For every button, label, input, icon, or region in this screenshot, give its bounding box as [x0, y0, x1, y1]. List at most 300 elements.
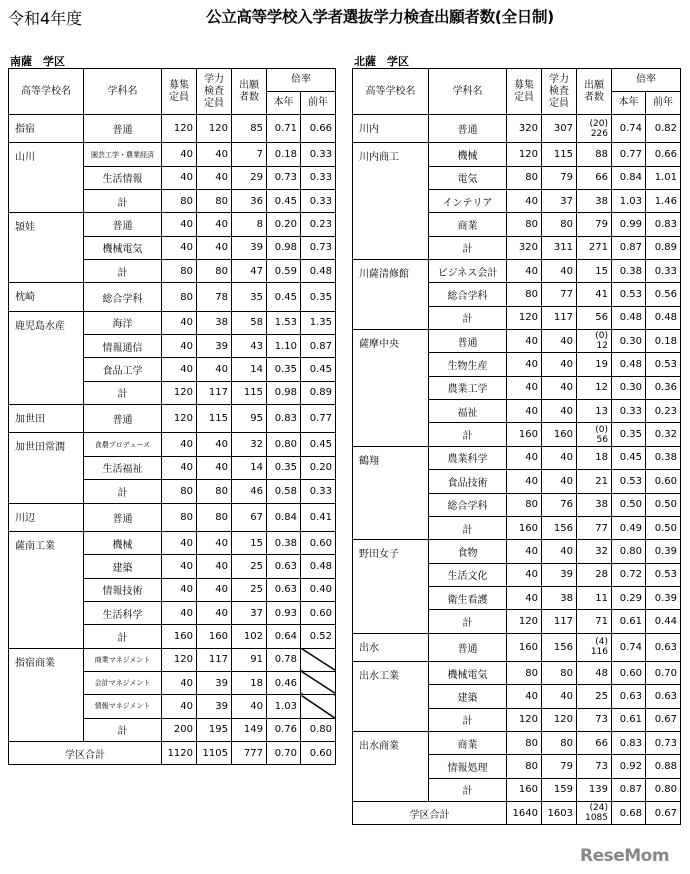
- ratio-current-value: 0.73: [267, 166, 301, 189]
- quota-value: 40: [162, 213, 197, 236]
- applicants-value: 32: [577, 540, 612, 563]
- district-total-label: 学区合計: [9, 741, 162, 764]
- ratio-current-value: 0.45: [612, 446, 646, 469]
- ratio-previous-value: 0.39: [646, 586, 681, 609]
- quota-value: 120: [162, 381, 197, 404]
- school-name: 川薩清修館: [353, 260, 429, 330]
- ratio-previous-value: 0.23: [301, 213, 336, 236]
- applicants-value: 73: [577, 708, 612, 731]
- applicants-value: 67: [232, 503, 267, 531]
- quota-value: 40: [162, 236, 197, 259]
- exam-capacity-value: 80: [197, 260, 232, 283]
- subtotal-label: 計: [84, 625, 162, 648]
- exam-capacity-value: 76: [542, 493, 577, 516]
- ratio-current-value: 0.84: [267, 503, 301, 531]
- table-row: [9, 503, 336, 531]
- quota-value: 40: [507, 400, 542, 423]
- applicants-value: 38: [577, 190, 612, 213]
- ratio-previous-value: 0.33: [301, 190, 336, 213]
- course-name: 情報技術: [84, 578, 162, 601]
- table-row: [9, 311, 336, 334]
- ratio-current-value: 0.35: [267, 456, 301, 479]
- ratio-current-value: 0.58: [267, 480, 301, 503]
- applicants-value: 91: [232, 648, 267, 671]
- quota-value: 40: [507, 563, 542, 586]
- ratio-current-value: 0.35: [612, 423, 646, 446]
- applicants-value: 12: [577, 376, 612, 399]
- school-name: 加世田: [9, 405, 84, 433]
- ratio-previous-value: 0.50: [646, 493, 681, 516]
- total-exam-capacity: 1603: [542, 801, 577, 824]
- course-name: 食品工学: [84, 358, 162, 381]
- total-ratio-current: 0.70: [267, 741, 301, 764]
- document-title: 公立高等学校入学者選抜学力検査出願者数(全日制): [206, 8, 554, 26]
- school-name: 出水商業: [353, 731, 429, 801]
- table-row: [353, 260, 681, 283]
- ratio-current-value: 0.76: [267, 718, 301, 741]
- ratio-previous-value: 0.33: [301, 480, 336, 503]
- applicants-value: 38: [577, 493, 612, 516]
- course-name: 海洋: [84, 311, 162, 334]
- quota-value: 80: [162, 480, 197, 503]
- exam-capacity-value: 40: [197, 601, 232, 624]
- exam-capacity-value: 40: [197, 358, 232, 381]
- district-total-row: [353, 801, 681, 824]
- district-label-hokusatsu: 北薩 学区: [354, 55, 409, 68]
- exam-capacity-value: 40: [197, 166, 232, 189]
- course-name: 農業科学: [429, 446, 507, 469]
- header-ratio: 倍率: [612, 69, 681, 92]
- ratio-previous-value: 0.89: [646, 236, 681, 259]
- exam-capacity-value: 80: [542, 731, 577, 754]
- course-name: 会計マネジメント: [84, 671, 162, 694]
- applicants-value: (4) 116: [577, 633, 612, 661]
- quota-value: 320: [507, 115, 542, 143]
- exam-capacity-value: 38: [197, 311, 232, 334]
- ratio-previous-value: 0.66: [301, 115, 336, 143]
- quota-value: 80: [507, 661, 542, 684]
- subtotal-label: 計: [429, 306, 507, 329]
- ratio-previous-value: 0.50: [646, 516, 681, 539]
- exam-capacity-value: 40: [542, 376, 577, 399]
- quota-value: 80: [162, 283, 197, 311]
- table-row: [9, 405, 336, 433]
- ratio-previous-value: 0.60: [301, 601, 336, 624]
- ratio-current-value: 0.74: [612, 115, 646, 143]
- ratio-previous-value: 0.73: [301, 236, 336, 259]
- school-name: 川内商工: [353, 143, 429, 260]
- table-row: [9, 143, 336, 166]
- quota-value: 40: [162, 671, 197, 694]
- ratio-current-value: 0.45: [267, 283, 301, 311]
- school-name: 枕崎: [9, 283, 84, 311]
- ratio-current-value: 0.77: [612, 143, 646, 166]
- quota-value: 80: [162, 260, 197, 283]
- ratio-previous-value: [301, 695, 336, 718]
- course-name: 普通: [84, 405, 162, 433]
- quota-value: 40: [162, 531, 197, 554]
- total-ratio-previous: 0.67: [646, 801, 681, 824]
- applicants-value: 29: [232, 166, 267, 189]
- ratio-previous-value: 0.33: [646, 260, 681, 283]
- exam-capacity-value: 195: [197, 718, 232, 741]
- header-quota: 募集 定員: [507, 69, 542, 115]
- header-quota: 募集 定員: [162, 69, 197, 115]
- ratio-previous-value: 1.35: [301, 311, 336, 334]
- ratio-current-value: 0.99: [612, 213, 646, 236]
- school-name: 鶴翔: [353, 446, 429, 539]
- exam-capacity-value: 78: [197, 283, 232, 311]
- quota-value: 80: [507, 283, 542, 306]
- exam-capacity-value: 117: [197, 648, 232, 671]
- exam-capacity-value: 39: [542, 563, 577, 586]
- header-applicants: 出願 者数: [577, 69, 612, 115]
- applicants-value: 18: [577, 446, 612, 469]
- course-name: ビジネス会計: [429, 260, 507, 283]
- subtotal-label: 計: [429, 516, 507, 539]
- applicants-value: 88: [577, 143, 612, 166]
- ratio-current-value: 0.87: [612, 236, 646, 259]
- school-name: 指宿: [9, 115, 84, 143]
- quota-value: 120: [507, 306, 542, 329]
- course-name: 食品技術: [429, 470, 507, 493]
- quota-value: 40: [162, 555, 197, 578]
- district-label-nansatsu: 南薩 学区: [10, 55, 65, 68]
- applicants-value: 7: [232, 143, 267, 166]
- ratio-previous-value: 0.56: [646, 283, 681, 306]
- subtotal-label: 計: [84, 381, 162, 404]
- table-row: [9, 433, 336, 456]
- ratio-current-value: 0.63: [612, 685, 646, 708]
- ratio-current-value: 0.48: [612, 306, 646, 329]
- quota-value: 40: [507, 540, 542, 563]
- applicants-value: 77: [577, 516, 612, 539]
- school-name: 出水工業: [353, 661, 429, 731]
- applicants-value: 149: [232, 718, 267, 741]
- district-total-row: [9, 741, 336, 764]
- header-ratio-previous: 前年: [301, 92, 336, 115]
- exam-capacity-value: 40: [542, 446, 577, 469]
- ratio-current-value: 0.98: [267, 381, 301, 404]
- ratio-current-value: 0.53: [612, 283, 646, 306]
- applicants-value: 271: [577, 236, 612, 259]
- quota-value: 40: [507, 353, 542, 376]
- quota-value: 80: [507, 755, 542, 778]
- applicants-value: 58: [232, 311, 267, 334]
- exam-capacity-value: 40: [197, 456, 232, 479]
- ratio-previous-value: [301, 648, 336, 671]
- exam-capacity-value: 80: [197, 190, 232, 213]
- ratio-current-value: 0.53: [612, 470, 646, 493]
- quota-value: 80: [162, 190, 197, 213]
- ratio-current-value: 0.80: [267, 433, 301, 456]
- exam-capacity-value: 40: [197, 433, 232, 456]
- era-label: 令和4年度: [8, 9, 83, 28]
- school-name: 川内: [353, 115, 429, 143]
- course-name: 普通: [429, 115, 507, 143]
- ratio-previous-value: 0.33: [301, 166, 336, 189]
- ratio-current-value: 1.03: [267, 695, 301, 718]
- ratio-current-value: 0.92: [612, 755, 646, 778]
- applicants-value: 46: [232, 480, 267, 503]
- applicants-value: 66: [577, 166, 612, 189]
- table-row: [353, 143, 681, 166]
- table-row: [353, 115, 681, 143]
- exam-capacity-value: 40: [197, 531, 232, 554]
- ratio-current-value: 0.29: [612, 586, 646, 609]
- quota-value: 80: [507, 213, 542, 236]
- table-row: [353, 446, 681, 469]
- quota-value: 40: [507, 376, 542, 399]
- quota-value: 40: [507, 330, 542, 353]
- ratio-previous-value: 0.60: [301, 531, 336, 554]
- exam-capacity-value: 160: [197, 625, 232, 648]
- applicants-value: 85: [232, 115, 267, 143]
- ratio-current-value: 0.48: [612, 353, 646, 376]
- applicants-value: 35: [232, 283, 267, 311]
- ratio-previous-value: 0.63: [646, 633, 681, 661]
- header-course: 学科名: [429, 69, 507, 115]
- ratio-previous-value: 0.33: [301, 143, 336, 166]
- applicants-value: 139: [577, 778, 612, 801]
- course-name: 総合学科: [84, 283, 162, 311]
- exam-capacity-value: 80: [542, 661, 577, 684]
- course-name: 普通: [84, 115, 162, 143]
- quota-value: 40: [507, 470, 542, 493]
- quota-value: 120: [162, 405, 197, 433]
- applicants-value: 71: [577, 610, 612, 633]
- ratio-previous-value: 0.48: [301, 260, 336, 283]
- course-name: 建築: [84, 555, 162, 578]
- course-name: 商業: [429, 731, 507, 754]
- course-name: 食物: [429, 540, 507, 563]
- ratio-previous-value: 0.44: [646, 610, 681, 633]
- ratio-current-value: 0.71: [267, 115, 301, 143]
- header-school: 高等学校名: [353, 69, 429, 115]
- course-name: 普通: [429, 330, 507, 353]
- ratio-current-value: 0.61: [612, 610, 646, 633]
- applicants-value: 32: [232, 433, 267, 456]
- school-name: 薩摩中央: [353, 330, 429, 447]
- ratio-current-value: 0.45: [267, 190, 301, 213]
- quota-value: 40: [507, 260, 542, 283]
- ratio-previous-value: 1.46: [646, 190, 681, 213]
- applicants-value: 8: [232, 213, 267, 236]
- course-name: 電気: [429, 166, 507, 189]
- subtotal-label: 計: [429, 610, 507, 633]
- ratio-previous-value: 0.82: [646, 115, 681, 143]
- school-name: 山川: [9, 143, 84, 213]
- ratio-current-value: 1.03: [612, 190, 646, 213]
- exam-capacity-value: 40: [197, 236, 232, 259]
- applicants-value: 14: [232, 456, 267, 479]
- school-name: 野田女子: [353, 540, 429, 633]
- ratio-previous-value: 0.35: [301, 283, 336, 311]
- ratio-current-value: 0.35: [267, 358, 301, 381]
- ratio-previous-value: 0.89: [301, 381, 336, 404]
- ratio-current-value: 0.80: [612, 540, 646, 563]
- ratio-current-value: 1.10: [267, 335, 301, 358]
- quota-value: 40: [507, 586, 542, 609]
- quota-value: 80: [507, 731, 542, 754]
- applicants-value: 102: [232, 625, 267, 648]
- exam-capacity-value: 115: [197, 405, 232, 433]
- table-nansatsu: [8, 68, 336, 765]
- exam-capacity-value: 311: [542, 236, 577, 259]
- ratio-previous-value: 0.18: [646, 330, 681, 353]
- ratio-previous-value: 0.38: [646, 446, 681, 469]
- ratio-current-value: 0.38: [267, 531, 301, 554]
- ratio-previous-value: [301, 671, 336, 694]
- course-name: インテリア: [429, 190, 507, 213]
- exam-capacity-value: 40: [197, 213, 232, 236]
- course-name: 情報マネジメント: [84, 695, 162, 718]
- total-quota: 1640: [507, 801, 542, 824]
- exam-capacity-value: 159: [542, 778, 577, 801]
- course-name: 機械: [84, 531, 162, 554]
- course-name: 機械電気: [84, 236, 162, 259]
- ratio-previous-value: 0.63: [646, 685, 681, 708]
- header-course: 学科名: [84, 69, 162, 115]
- district-total-label: 学区合計: [353, 801, 507, 824]
- ratio-previous-value: 0.77: [301, 405, 336, 433]
- applicants-value: 13: [577, 400, 612, 423]
- applicants-value: 79: [577, 213, 612, 236]
- school-name: 薩南工業: [9, 531, 84, 648]
- header-ratio-current: 本年: [267, 92, 301, 115]
- applicants-value: 11: [577, 586, 612, 609]
- ratio-previous-value: 0.70: [646, 661, 681, 684]
- ratio-current-value: 0.50: [612, 493, 646, 516]
- exam-capacity-value: 80: [197, 480, 232, 503]
- total-ratio-previous: 0.60: [301, 741, 336, 764]
- quota-value: 40: [162, 335, 197, 358]
- applicants-value: 14: [232, 358, 267, 381]
- ratio-current-value: 0.83: [267, 405, 301, 433]
- subtotal-label: 計: [429, 778, 507, 801]
- ratio-previous-value: 0.45: [301, 358, 336, 381]
- applicants-value: (0) 12: [577, 330, 612, 353]
- school-name: 鹿児島水産: [9, 311, 84, 404]
- exam-capacity-value: 77: [542, 283, 577, 306]
- exam-capacity-value: 40: [542, 353, 577, 376]
- applicants-value: 47: [232, 260, 267, 283]
- exam-capacity-value: 40: [542, 260, 577, 283]
- exam-capacity-value: 117: [542, 306, 577, 329]
- quota-value: 160: [507, 778, 542, 801]
- ratio-previous-value: 0.20: [301, 456, 336, 479]
- ratio-previous-value: 1.01: [646, 166, 681, 189]
- exam-capacity-value: 39: [197, 335, 232, 358]
- course-name: 生物生産: [429, 353, 507, 376]
- ratio-previous-value: 0.87: [301, 335, 336, 358]
- ratio-previous-value: 0.36: [646, 376, 681, 399]
- total-ratio-current: 0.68: [612, 801, 646, 824]
- table-row: [353, 540, 681, 563]
- applicants-value: 95: [232, 405, 267, 433]
- ratio-current-value: 0.30: [612, 330, 646, 353]
- applicants-value: 43: [232, 335, 267, 358]
- ratio-current-value: 0.87: [612, 778, 646, 801]
- applicants-value: 66: [577, 731, 612, 754]
- course-name: 生活福祉: [84, 456, 162, 479]
- course-name: 生活情報: [84, 166, 162, 189]
- exam-capacity-value: 120: [542, 708, 577, 731]
- ratio-current-value: 0.60: [612, 661, 646, 684]
- quota-value: 40: [162, 311, 197, 334]
- ratio-current-value: 0.38: [612, 260, 646, 283]
- course-name: 総合学科: [429, 493, 507, 516]
- exam-capacity-value: 307: [542, 115, 577, 143]
- exam-capacity-value: 38: [542, 586, 577, 609]
- ratio-current-value: 0.49: [612, 516, 646, 539]
- quota-value: 40: [507, 190, 542, 213]
- school-name: 出水: [353, 633, 429, 661]
- ratio-previous-value: 0.52: [301, 625, 336, 648]
- exam-capacity-value: 115: [542, 143, 577, 166]
- quota-value: 200: [162, 718, 197, 741]
- school-name: 頴娃: [9, 213, 84, 283]
- quota-value: 40: [162, 433, 197, 456]
- applicants-value: 37: [232, 601, 267, 624]
- header-exam-capacity: 学力 検査 定員: [542, 69, 577, 115]
- ratio-previous-value: 0.83: [646, 213, 681, 236]
- exam-capacity-value: 156: [542, 633, 577, 661]
- course-name: 生活文化: [429, 563, 507, 586]
- quota-value: 160: [507, 423, 542, 446]
- school-name: 加世田常潤: [9, 433, 84, 503]
- exam-capacity-value: 79: [542, 755, 577, 778]
- ratio-current-value: 0.61: [612, 708, 646, 731]
- course-name: 農業工学: [429, 376, 507, 399]
- exam-capacity-value: 40: [542, 330, 577, 353]
- applicants-value: 41: [577, 283, 612, 306]
- ratio-current-value: 0.59: [267, 260, 301, 283]
- course-name: 普通: [429, 633, 507, 661]
- school-name: 川辺: [9, 503, 84, 531]
- quota-value: 40: [162, 358, 197, 381]
- course-name: 機械: [429, 143, 507, 166]
- exam-capacity-value: 80: [197, 503, 232, 531]
- course-name: 機械電気: [429, 661, 507, 684]
- course-name: 商業: [429, 213, 507, 236]
- exam-capacity-value: 117: [542, 610, 577, 633]
- applicants-value: 15: [232, 531, 267, 554]
- ratio-current-value: 0.84: [612, 166, 646, 189]
- total-applicants: 777: [232, 741, 267, 764]
- exam-capacity-value: 80: [542, 213, 577, 236]
- subtotal-label: 計: [84, 190, 162, 213]
- table-row: [9, 213, 336, 236]
- exam-capacity-value: 40: [197, 143, 232, 166]
- course-name: 情報処理: [429, 755, 507, 778]
- course-name: 福祉: [429, 400, 507, 423]
- exam-capacity-value: 160: [542, 423, 577, 446]
- quota-value: 120: [507, 143, 542, 166]
- applicants-value: 28: [577, 563, 612, 586]
- quota-value: 40: [162, 456, 197, 479]
- ratio-current-value: 0.98: [267, 236, 301, 259]
- ratio-previous-value: 0.40: [301, 578, 336, 601]
- ratio-previous-value: 0.23: [646, 400, 681, 423]
- quota-value: 40: [162, 601, 197, 624]
- course-name: 建築: [429, 685, 507, 708]
- table-row: [353, 661, 681, 684]
- ratio-current-value: 0.74: [612, 633, 646, 661]
- subtotal-label: 計: [429, 236, 507, 259]
- course-name: 普通: [84, 503, 162, 531]
- subtotal-label: 計: [84, 260, 162, 283]
